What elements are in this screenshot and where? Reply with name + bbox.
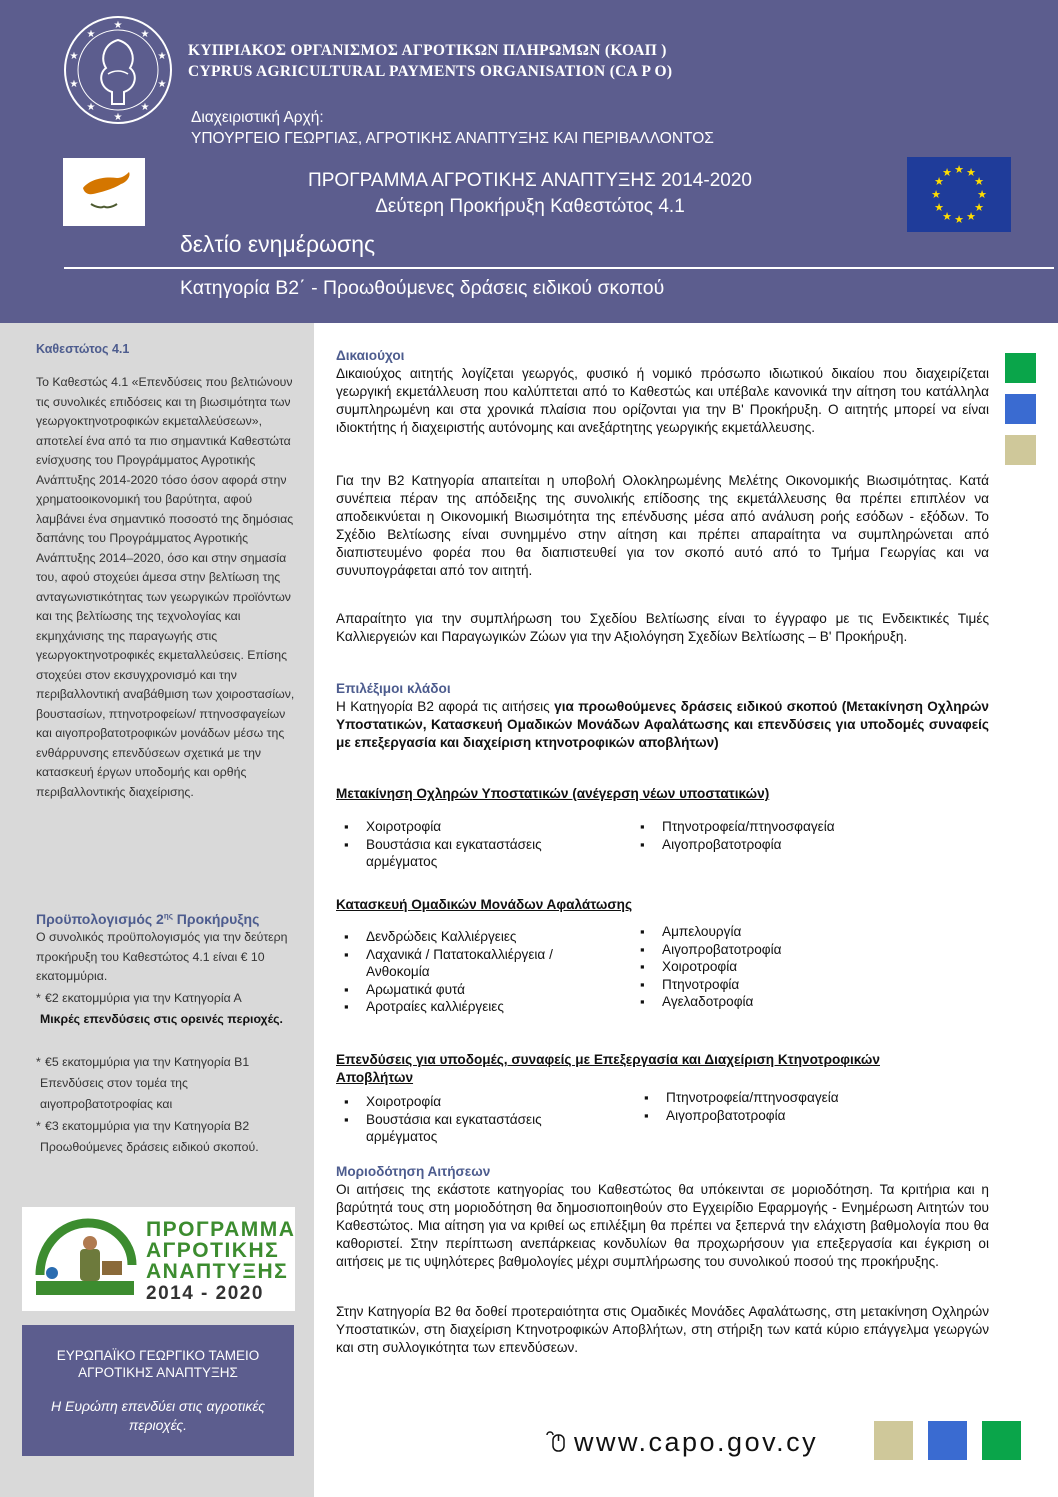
beneficiaries-paragraph: Απαραίτητο για την συμπλήρωση του Σχεδίου Βελτίωσης είναι το έγγραφο με τις Ενδεικτικές Τιμές Καλλιεργειών και Παραγωγικών Ζώων για την Αξιολόγηση Σχεδίων Βελτίωσης – Β' Προκήρυξη.: [336, 611, 989, 644]
khaki-square: [874, 1421, 913, 1460]
list-item: ▪ Βουστάσια και εγκαταστάσεις αρμέγματος: [336, 1111, 606, 1146]
header-divider: [64, 267, 1054, 269]
mouse-icon: [545, 1429, 567, 1453]
section-list: [632, 923, 962, 1011]
section-list: [636, 1089, 966, 1124]
svg-text:★: ★: [86, 29, 96, 40]
list-item: ▪ Αγελαδοτροφία: [632, 993, 962, 1011]
svg-text:★: ★: [934, 176, 944, 188]
list-item: ▪ Πτηνοτροφεία/πτηνοσφαγεία: [636, 1089, 966, 1107]
svg-text:★: ★: [69, 79, 79, 90]
eafrd-title: ΕΥΡΩΠΑΪΚΟ ΓΕΩΡΓΙΚΟ ΤΑΜΕΙΟ ΑΓΡΟΤΙΚΗΣ ΑΝΑΠΤΥΞΗΣ: [56, 1348, 260, 1380]
green-square: [982, 1421, 1021, 1460]
beneficiaries-paragraph: Για την Β2 Κατηγορία απαιτείται η υποβολή Ολοκληρωμένης Μελέτης Οικονομικής Βιωσιμότητας. Κατά συνέπεια πέραν της απόδειξης της συνολικής επίδοσης της εκμετάλλευσης θα πρέπει επιπλέον να αποδεικνύεται η Οικονομική Βιωσιμότητα της επένδυσης μέσα από ανάλυση ροής εσόδων - εξόδων. Το Σχέδιο Βελτίωσης είναι συνημμένο στην αίτηση και πρέπει απαραίτητα να συμπληρώνεται από διαπιστευμένο φορέα που θα διαπιστευθεί για τον σκοπό αυτό από το Τμήμα Γεωργίας και να συνυπογράφεται από τον αιτητή.: [336, 473, 989, 578]
list-item: ▪ Αιγοπροβατοτροφία: [636, 1107, 966, 1125]
blue-square: [1005, 394, 1036, 424]
managing-authority-label: Διαχειριστική Αρχή:: [191, 109, 324, 126]
svg-text:★: ★: [966, 211, 976, 223]
section-title: Μετακίνηση Οχληρών Υποστατικών (ανέγερση νέων υποστατικών): [336, 786, 770, 801]
list-item: ▪ Λαχανικά / Πατατοκαλλιέργεια / Ανθοκομία: [336, 946, 606, 981]
svg-text:★: ★: [140, 102, 150, 113]
list-item: ▪ Αιγοπροβατοτροφία: [632, 941, 962, 959]
eafrd-box: [22, 1325, 294, 1456]
scoring-paragraph: Οι αιτήσεις της εκάστοτε κατηγορίας του Καθεστώτος θα υπόκεινται σε μοριοδότηση. Τα κριτήρια και η βαρύτητά τους στη μοριοδότηση θα δημοσιοποιηθούν στο Εγχειρίδιο Εφαρμογής - Ενημέρωση Αιτητών του Καθεστώτος. Μια αίτηση για να κριθεί ως επιλέξιμη θα πρέπει να ξεπερνά την ελάχιστη βαθμολογία που θα καθοριστεί. Στην περίπτωση ανεπάρκειας κονδυλίων θα προχωρήσουν για επεξεργασία και έγκριση οι αιτήσεις με τις υψηλότερες βαθμολογίες μέχρι συμπλήρωσης του συνολικού ποσού της προκήρυξης.: [336, 1182, 989, 1269]
list-item: ▪ Αιγοπροβατοτροφία: [632, 836, 962, 854]
eu-flag-icon: [907, 157, 1011, 232]
svg-text:★: ★: [942, 167, 952, 179]
website-link[interactable]: www.capo.gov.cy: [574, 1427, 819, 1457]
list-item: ▪ Πτηνοτροφία: [632, 976, 962, 994]
list-item: ▪ Αρωματικά φυτά: [336, 981, 606, 999]
programme-call: Δεύτερη Προκήρυξη Καθεστώτος 4.1: [375, 196, 685, 217]
blue-square: [928, 1421, 967, 1460]
bulletin-title: δελτίο ενημέρωσης: [180, 231, 376, 257]
svg-text:★: ★: [974, 176, 984, 188]
section-list: [632, 818, 962, 853]
svg-text:★: ★: [977, 189, 987, 201]
header-banner: [0, 0, 1058, 323]
eligible-intro: Η Κατηγορία Β2 αφορά τις αιτήσεις για προωθούμενες δράσεις ειδικού σκοπού (Μετακίνηση Οχληρών Υποστατικών, Κατασκευή Ομαδικών Μονάδων Αφαλάτωσης και επενδύσεις για υποδομές συναφείς με επεξεργασία και διαχείριση κτηνοτροφικών αποβλήτων): [336, 699, 989, 750]
cyprus-flag-icon: [63, 158, 145, 226]
section-list: [336, 928, 606, 1016]
svg-text:★: ★: [966, 167, 976, 179]
sidebar-budget-heading: Προϋπολογισμός $2^{\eta\varsigma}$ Προκήρυξης: [36, 911, 260, 927]
capo-seal-logo: [62, 14, 174, 126]
svg-text:★: ★: [113, 112, 123, 123]
programme-title: ΠΡΟΓΡΑΜΜΑ ΑΓΡΟΤΙΚΗΣ ΑΝΑΠΤΥΞΗΣ 2014-2020: [308, 170, 752, 191]
section-list: [336, 1093, 606, 1146]
sidebar-scheme-text: Το Καθεστώς 4.1 «Επενδύσεις που βελτιώνουν τις συνολικές επιδόσεις και τη βιωσιμότητα των γεωργοκτηνοτροφικών εκμεταλλεύσεων», αποτελεί ένα από τα πιο σημαντικά Καθεστώτα ενίσχυσης του Προγράμματος Αγροτικής Ανάπτυξης 2014-2020 τόσο όσον αφορά στην χρηματοοικονομική του βαρύτητα, αφού λαμβάνει ένα σημαντικό ποσοστό της δημόσιας δαπάνης του Προγράμματος Αγροτικής Ανάπτυξης 2014–2020, όσο και στην σημασία του, αφού στοχεύει άμεσα στην βελτίωση της ανταγωνιστικότητας των γεωργικών προϊόντων και της βελτίωσης της τεχνολογίας και εκμηχάνισης της παραγωγής στις γεωργοκτηνοτροφικές εκμεταλλεύσεις. Επίσης στοχεύει στον εκσυγχρονισμό και την περιβαλλοντική αναβάθμιση των χοιροστασίων, βουστασίων, πτηνοτροφείων/ πτηνοσφαγείων και αιγοπροβατοτροφικών μονάδων μέσω της ενθάρρυνσης επενδύσεων σχετικά με την κατασκευή έργων υποδομής και ορθής περιβαλλοντικής διαχείρισης.: [36, 375, 295, 799]
green-square: [1005, 353, 1036, 383]
eligible-heading: Επιλέξιμοι κλάδοι: [336, 681, 451, 696]
eafrd-slogan: Η Ευρώπη επενδύει στις αγροτικές περιοχές.: [50, 1398, 265, 1433]
beneficiaries-paragraph: Δικαιούχος αιτητής λογίζεται γεωργός, φυσικό ή νομικό πρόσωπο ιδιωτικού δικαίου που διαχειρίζεται γεωργική εκμετάλλευση που καλύπτεται από το Καθεστώς και υπέβαλε κανονικά την αίτηση του κατάλληλα συμπληρωμένη και στα χρονικά πλαίσια που ορίζονται για την Β' Προκήρυξη. Ο αιτητής μπορεί να είναι ιδιοκτήτης ή διαχειριστής αυτόνομης και ανεξάρτητης γεωργικής εκμετάλλευσης.: [336, 366, 989, 435]
farmer-illustration-icon: [32, 1215, 138, 1303]
svg-text:★: ★: [140, 29, 150, 40]
svg-text:★: ★: [86, 102, 96, 113]
budget-item: * €3 εκατομμύρια για την Κατηγορία Β2 Προωθούμενες δράσεις ειδικού σκοπού.: [36, 1119, 259, 1154]
section-list: [336, 818, 606, 871]
svg-text:★: ★: [69, 51, 79, 62]
sidebar-budget-text: Ο συνολικός προϋπολογισμός για την δεύτερη προκήρυξη του Καθεστώτος 4.1 είναι € 10 εκατομμύρια.: [36, 930, 288, 983]
svg-text:★: ★: [113, 20, 123, 31]
org-name-greek: ΚΥΠΡΙΑΚΟΣ ΟΡΓΑΝΙΣΜΟΣ ΑΓΡΟΤΙΚΩΝ ΠΛΗΡΩΜΩΝ (ΚΟΑΠ ): [188, 42, 667, 59]
scoring-heading: Μοριοδότηση Αιτήσεων: [336, 1164, 491, 1179]
sidebar-scheme-heading: Καθεστώτος 4.1: [36, 342, 130, 356]
list-item: ▪ Αμπελουργία: [632, 923, 962, 941]
budget-item: * €2 εκατομμύρια για την Κατηγορία Α Μικρές επενδύσεις στις ορεινές περιοχές.: [36, 991, 283, 1026]
budget-item: * €5 εκατομμύρια για την Κατηγορία Β1 Επενδύσεις στον τομέα της αιγοπροβατοτροφίας και: [36, 1055, 250, 1111]
list-item: ▪ Αροτραίες καλλιέργειες: [336, 998, 606, 1016]
list-item: ▪ Χοιροτροφία: [336, 818, 606, 836]
svg-text:★: ★: [954, 214, 964, 226]
svg-text:★: ★: [931, 189, 941, 201]
rdp-logo: [22, 1207, 295, 1311]
section-title: Κατασκευή Ομαδικών Μονάδων Αφαλάτωσης: [336, 897, 633, 912]
list-item: ▪ Χοιροτροφία: [336, 1093, 606, 1111]
list-item: ▪ Βουστάσια και εγκαταστάσεις αρμέγματος: [336, 836, 606, 871]
list-item: ▪ Δενδρώδεις Καλλιέργειες: [336, 928, 606, 946]
svg-text:★: ★: [934, 202, 944, 214]
org-name-english: CYPRUS AGRICULTURAL PAYMENTS ORGANISATION (CA P O): [188, 63, 673, 80]
category-title: Κατηγορία Β2΄ - Προωθούμενες δράσεις ειδικού σκοπού: [180, 277, 665, 299]
section-title: Επενδύσεις για υποδομές, συναφείς με Επεξεργασία και Διαχείριση Κτηνοτροφικών Αποβλήτων: [336, 1052, 880, 1085]
svg-text:★: ★: [974, 202, 984, 214]
beneficiaries-heading: Δικαιούχοι: [336, 348, 405, 363]
svg-text:★: ★: [954, 164, 964, 176]
list-item: ▪ Πτηνοτροφεία/πτηνοσφαγεία: [632, 818, 962, 836]
scoring-paragraph: Στην Κατηγορία Β2 θα δοθεί προτεραιότητα στις Ομαδικές Μονάδες Αφαλάτωσης, στη μετακίνηση Οχληρών Υποστατικών, στη διαχείριση Κτηνοτροφικών Αποβλήτων, στη στήριξη των κατά κύριο επάγγελμα γεωργών και στη συλλογικότητα των επενδύσεων.: [336, 1304, 989, 1355]
svg-text:★: ★: [157, 51, 167, 62]
svg-text:★: ★: [942, 211, 952, 223]
svg-text:★: ★: [157, 79, 167, 90]
list-item: ▪ Χοιροτροφία: [632, 958, 962, 976]
khaki-square: [1005, 435, 1036, 465]
rdp-logo-text: ΠΡΟΓΡΑΜΜΑ ΑΓΡΟΤΙΚΗΣ ΑΝΑΠΤΥΞΗΣ 2014 - 2020: [146, 1218, 296, 1304]
managing-authority-name: ΥΠΟΥΡΓΕΙΟ ΓΕΩΡΓΙΑΣ, ΑΓΡΟΤΙΚΗΣ ΑΝΑΠΤΥΞΗΣ ΚΑΙ ΠΕΡΙΒΑΛΛΟΝΤΟΣ: [191, 130, 714, 147]
